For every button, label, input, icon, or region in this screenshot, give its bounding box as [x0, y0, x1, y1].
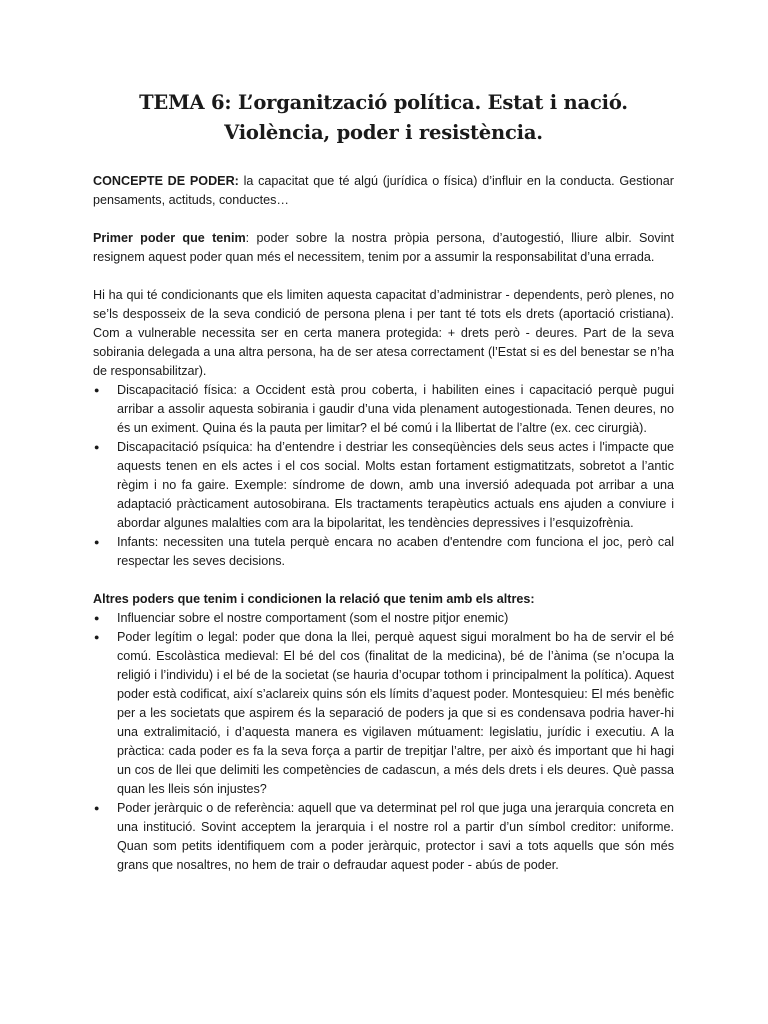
- other-powers-list: [93, 609, 674, 875]
- section-heading-other-powers: Altres poders que tenim i condicionen la relació que tenim amb els altres:: [93, 592, 535, 606]
- paragraph-conditioning: Hi ha qui té condicionants que els limiten aquesta capacitat d’administrar - dependents, però plenes, no se’ls desposseix de la seva condició de persona plena i per tant té tots els drets (aportació cristiana). Com a vulnerable necessita ser en certa manera protegida: + drets però - deures. Part de la seva sobirania delegada a una altra persona, ha de ser atesa correctament (l’Estat si es del benestar se n’ha de responsabilitzar).: [93, 288, 674, 378]
- paragraph-first-power: [93, 229, 674, 267]
- list-item: ● Discapacitació psíquica: ha d’entendre i destriar les conseqüències dels seus actes i l'impacte que aquests tenen en els actes i el cos social. Molts estan fortament estigmatitzats, sobretot a l’antic règim i no fa gaire. Exemple: síndrome de down, amb una inversió adequada pot arribar a una adaptació pràcticament autosobirana. Els tractaments terapèutics actuals ens ajuden a conviure i abordar algunes malalties com ara la bipolaritat, les tendències depressives i l’esquizofrènia.: [93, 438, 674, 533]
- concept-of-power-label: CONCEPTE DE PODER:: [93, 174, 239, 188]
- disability-list: [93, 381, 674, 571]
- list-item: ● Discapacitació física: a Occident està prou coberta, i habiliten eines i capacitació perquè pugui arribar a assolir aquesta sobirania i gaudir d’una vida plenament autogestionada. Tenen deures, no és un eximent. Quina és la pauta per limitar? el bé comú i la llibertat de l’altre (ex. cec cirurgià).: [93, 381, 674, 438]
- concept-of-power-text: la capacitat que té algú (jurídica o física) d’influir en la conducta. Gestionar pensaments, actituds, conductes…: [93, 174, 674, 207]
- list-item: ● Poder jeràrquic o de referència: aquell que va determinat pel rol que juga una jerarquia concreta en una institució. Sovint acceptem la jerarquia i el nostre rol a partir d’un símbol creditor: uniforme. Quan som petits identifiquem com a poder jeràrquic, protector i savi a tots aquells que són més grans que nosaltres, no hem de trair o defraudar aquest poder - abús de poder.: [93, 799, 674, 875]
- paragraph-concept-of-power: [93, 172, 674, 210]
- first-power-text: : poder sobre la nostra pròpia persona, d’autogestió, lliure albir. Sovint resignem aquest poder quan més el necessitem, tenim por a assumir la responsabilitat d’una errada.: [93, 231, 674, 264]
- first-power-label: Primer poder que tenim: [93, 231, 246, 245]
- list-item: ● Infants: necessiten una tutela perquè encara no acaben d'entendre com funciona el joc, però cal respectar les seves decisions.: [93, 533, 674, 571]
- document-title: TEMA 6: L’organització política. Estat i nació. Violència, poder i resistència.: [139, 91, 628, 144]
- list-item: ● Poder legítim o legal: poder que dona la llei, perquè aquest sigui moralment bo ha de servir el bé comú. Escolàstica medieval: El bé del cos (finalitat de la medicina), bé de l’ànima (se n’ocupa la religió i l’individu) i el bé de la societat (se hauria d’ocupar tothom i principalment la política). Aquest poder està codificat, així s’aclareix quins són els límits d’aquest poder. Montesquieu: El més benèfic per a les societats que aspirem és la separació de poders ja que si es condensava podria haver-hi una extralimitació, i d’aquesta manera es vigilaven mútuament: legislatiu, jurídic i executiu. A la pràctica: cada poder es fa la seva força a partir de trepitjar l’altre, per això és important que hi hagi un cos de llei que delimiti les competències de cadascun, a més dels drets i els deures. Què passa quan les lleis són injustes?: [93, 628, 674, 799]
- list-item: ● Influenciar sobre el nostre comportament (som el nostre pitjor enemic): [93, 609, 674, 628]
